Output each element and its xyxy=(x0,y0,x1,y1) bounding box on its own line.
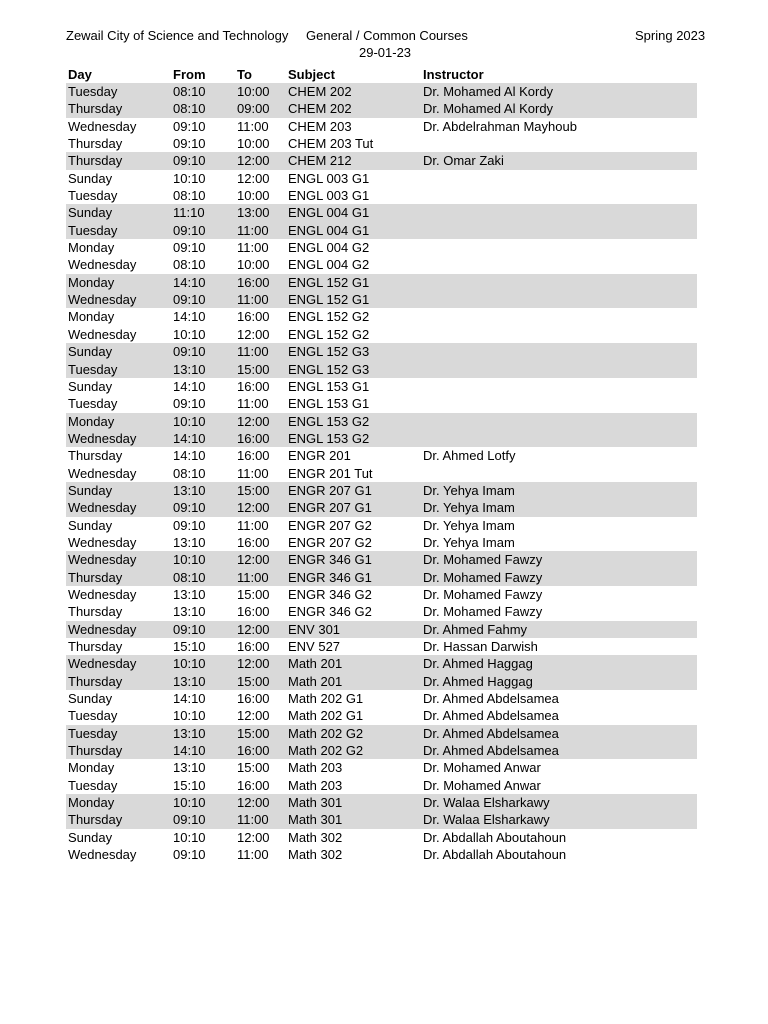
cell-day: Wednesday xyxy=(68,500,137,516)
term-label: Spring 2023 xyxy=(635,28,706,43)
table-row xyxy=(66,152,697,169)
cell-from: 10:10 xyxy=(173,170,206,186)
cell-instructor: Dr. Hassan Darwish xyxy=(423,639,538,654)
cell-day: Thursday xyxy=(68,448,123,464)
cell-instructor: Dr. Yehya Imam xyxy=(423,534,515,550)
table-body xyxy=(66,83,697,863)
cell-subject: ENGL 153 G2 xyxy=(288,430,370,446)
cell-subject: ENGR 207 G1 xyxy=(288,500,372,516)
cell-from: 10:10 xyxy=(173,413,206,429)
cell-day: Monday xyxy=(68,240,115,256)
cell-subject: ENGR 207 G2 xyxy=(288,517,372,533)
cell-day: Tuesday xyxy=(68,84,118,99)
cell-day: Thursday xyxy=(68,673,123,689)
cell-instructor: Dr. Walaa Elsharkawy xyxy=(423,812,550,828)
cell-to: 11:00 xyxy=(237,569,269,585)
cell-subject: ENGL 004 G2 xyxy=(288,257,370,273)
cell-day: Thursday xyxy=(68,153,123,169)
cell-to: 15:00 xyxy=(237,760,270,776)
cell-from: 10:10 xyxy=(173,326,206,342)
table-row xyxy=(66,361,697,378)
cell-from: 14:10 xyxy=(173,378,206,394)
cell-day: Tuesday xyxy=(68,777,118,793)
table-row xyxy=(66,100,697,117)
cell-from: 13:10 xyxy=(173,534,206,550)
cell-subject: ENGR 346 G1 xyxy=(288,569,372,585)
cell-day: Sunday xyxy=(68,517,113,533)
cell-subject: ENGR 207 G2 xyxy=(288,534,372,550)
cell-instructor: Dr. Mohamed Fawzy xyxy=(423,569,543,585)
column-header-instructor: Instructor xyxy=(423,67,484,82)
cell-subject: ENGR 201 Tut xyxy=(288,465,373,481)
cell-to: 11:00 xyxy=(237,344,269,360)
cell-to: 11:00 xyxy=(237,465,269,481)
cell-to: 16:00 xyxy=(237,534,270,550)
table-row xyxy=(66,551,697,568)
cell-to: 12:00 xyxy=(237,795,270,811)
cell-instructor: Dr. Ahmed Lotfy xyxy=(423,448,516,464)
cell-from: 14:10 xyxy=(173,448,206,464)
cell-to: 15:00 xyxy=(237,725,270,741)
cell-from: 13:10 xyxy=(173,673,206,689)
cell-day: Wednesday xyxy=(68,326,137,342)
cell-subject: ENV 527 xyxy=(288,639,341,654)
cell-instructor: Dr. Mohamed Al Kordy xyxy=(423,84,554,99)
table-row xyxy=(66,777,697,794)
cell-from: 13:10 xyxy=(173,725,206,741)
cell-subject: ENGL 152 G1 xyxy=(288,292,370,308)
cell-day: Thursday xyxy=(68,569,123,585)
cell-subject: ENGL 152 G3 xyxy=(288,361,370,377)
cell-instructor: Dr. Abdelrahman Mayhoub xyxy=(423,118,577,134)
column-header-from: From xyxy=(173,67,206,82)
cell-from: 13:10 xyxy=(173,760,206,776)
cell-to: 12:00 xyxy=(237,552,270,568)
cell-to: 11:00 xyxy=(237,812,269,828)
table-row xyxy=(66,465,697,482)
institution-name: Zewail City of Science and Technology xyxy=(66,28,289,43)
cell-from: 13:10 xyxy=(173,361,206,377)
cell-from: 10:10 xyxy=(173,708,206,724)
table-row xyxy=(66,690,697,707)
table-row xyxy=(66,621,697,638)
cell-subject: Math 201 xyxy=(288,673,343,689)
cell-day: Monday xyxy=(68,413,115,429)
table-row xyxy=(66,482,697,499)
cell-day: Wednesday xyxy=(68,292,137,308)
cell-from: 13:10 xyxy=(173,586,206,602)
cell-from: 09:10 xyxy=(173,153,206,169)
table-row xyxy=(66,118,697,135)
table-row xyxy=(66,256,697,273)
cell-subject: Math 302 xyxy=(288,829,343,845)
cell-day: Wednesday xyxy=(68,656,137,672)
cell-from: 10:10 xyxy=(173,795,206,811)
cell-to: 12:00 xyxy=(237,170,270,186)
cell-subject: ENGL 152 G1 xyxy=(288,274,370,290)
cell-day: Sunday xyxy=(68,691,113,707)
cell-subject: Math 301 xyxy=(288,795,343,811)
cell-to: 11:00 xyxy=(237,847,269,863)
cell-instructor: Dr. Walaa Elsharkawy xyxy=(423,795,550,811)
cell-subject: ENGL 153 G2 xyxy=(288,413,370,429)
cell-from: 08:10 xyxy=(173,84,206,99)
table-row xyxy=(66,517,697,534)
cell-from: 14:10 xyxy=(173,309,206,325)
cell-from: 14:10 xyxy=(173,743,206,759)
table-row xyxy=(66,222,697,239)
cell-to: 11:00 xyxy=(237,292,269,308)
cell-day: Sunday xyxy=(68,378,113,394)
document-date: 29-01-23 xyxy=(359,45,412,60)
cell-from: 09:10 xyxy=(173,222,206,238)
table-row xyxy=(66,673,697,690)
cell-day: Tuesday xyxy=(68,188,118,204)
table-row xyxy=(66,603,697,620)
cell-to: 12:00 xyxy=(237,708,270,724)
cell-from: 13:10 xyxy=(173,604,206,620)
cell-day: Monday xyxy=(68,760,115,776)
cell-subject: ENGL 152 G2 xyxy=(288,309,370,325)
table-row xyxy=(66,170,697,187)
cell-subject: ENGL 152 G2 xyxy=(288,326,370,342)
cell-to: 15:00 xyxy=(237,586,270,602)
cell-to: 12:00 xyxy=(237,656,270,672)
cell-from: 09:10 xyxy=(173,812,206,828)
cell-instructor: Dr. Ahmed Haggag xyxy=(423,656,533,672)
cell-to: 16:00 xyxy=(237,604,270,620)
cell-to: 10:00 xyxy=(237,257,270,273)
cell-day: Wednesday xyxy=(68,534,137,550)
table-row xyxy=(66,534,697,551)
cell-subject: ENGL 152 G3 xyxy=(288,344,370,360)
cell-to: 16:00 xyxy=(237,448,270,464)
cell-from: 09:10 xyxy=(173,621,206,637)
cell-subject: ENGR 207 G1 xyxy=(288,482,372,498)
cell-day: Sunday xyxy=(68,829,113,845)
table-row xyxy=(66,430,697,447)
cell-instructor: Dr. Mohamed Fawzy xyxy=(423,586,543,602)
cell-from: 08:10 xyxy=(173,188,206,204)
table-row xyxy=(66,499,697,516)
cell-from: 09:10 xyxy=(173,396,206,412)
table-row xyxy=(66,829,697,846)
cell-instructor: Dr. Abdallah Aboutahoun xyxy=(423,847,567,863)
cell-subject: ENGL 004 G1 xyxy=(288,222,370,238)
cell-to: 16:00 xyxy=(237,274,270,290)
cell-instructor: Dr. Ahmed Abdelsamea xyxy=(423,691,559,707)
cell-day: Wednesday xyxy=(68,621,137,637)
cell-subject: ENGR 346 G2 xyxy=(288,586,372,602)
cell-to: 11:00 xyxy=(237,240,269,256)
cell-day: Wednesday xyxy=(68,552,137,568)
cell-day: Tuesday xyxy=(68,222,118,238)
cell-to: 15:00 xyxy=(237,673,270,689)
cell-subject: ENGL 003 G1 xyxy=(288,188,370,204)
cell-to: 15:00 xyxy=(237,482,270,498)
cell-day: Sunday xyxy=(68,344,113,360)
cell-to: 10:00 xyxy=(237,84,270,99)
cell-subject: ENGL 003 G1 xyxy=(288,170,370,186)
cell-to: 13:00 xyxy=(237,205,270,221)
column-header-day: Day xyxy=(68,67,92,82)
cell-subject: ENGL 153 G1 xyxy=(288,378,370,394)
cell-subject: ENGL 004 G1 xyxy=(288,205,370,221)
column-header-to: To xyxy=(237,67,252,82)
cell-subject: ENV 301 xyxy=(288,621,341,637)
cell-instructor: Dr. Mohamed Anwar xyxy=(423,760,541,776)
cell-subject: Math 201 xyxy=(288,656,343,672)
cell-from: 09:10 xyxy=(173,344,206,360)
cell-subject: ENGR 346 G2 xyxy=(288,604,372,620)
cell-day: Thursday xyxy=(68,101,123,117)
cell-subject: ENGL 004 G2 xyxy=(288,240,370,256)
cell-subject: Math 202 G1 xyxy=(288,691,364,707)
table-row xyxy=(66,794,697,811)
cell-from: 09:10 xyxy=(173,118,206,134)
table-row xyxy=(66,655,697,672)
cell-to: 12:00 xyxy=(237,621,270,637)
cell-instructor: Dr. Yehya Imam xyxy=(423,517,515,533)
cell-from: 08:10 xyxy=(173,101,206,117)
cell-from: 09:10 xyxy=(173,500,206,516)
cell-day: Monday xyxy=(68,274,115,290)
cell-to: 10:00 xyxy=(237,188,270,204)
cell-to: 16:00 xyxy=(237,691,270,707)
cell-to: 12:00 xyxy=(237,326,270,342)
cell-day: Tuesday xyxy=(68,708,118,724)
table-row xyxy=(66,413,697,430)
document-title: General / Common Courses xyxy=(306,28,468,43)
table-row xyxy=(66,811,697,828)
cell-to: 09:00 xyxy=(237,101,270,117)
cell-subject: Math 203 xyxy=(288,777,343,793)
table-row xyxy=(66,239,697,256)
cell-subject: CHEM 202 xyxy=(288,84,352,99)
cell-from: 10:10 xyxy=(173,829,206,845)
cell-instructor: Dr. Ahmed Abdelsamea xyxy=(423,725,559,741)
table-row xyxy=(66,638,697,655)
column-header-subject: Subject xyxy=(288,67,335,82)
table-row xyxy=(66,135,697,152)
cell-day: Wednesday xyxy=(68,257,137,273)
cell-instructor: Dr. Ahmed Abdelsamea xyxy=(423,708,559,724)
cell-day: Wednesday xyxy=(68,847,137,863)
cell-from: 08:10 xyxy=(173,569,206,585)
cell-day: Thursday xyxy=(68,639,123,654)
cell-day: Tuesday xyxy=(68,396,118,412)
cell-day: Monday xyxy=(68,309,115,325)
table-row xyxy=(66,308,697,325)
table-row xyxy=(66,395,697,412)
cell-day: Thursday xyxy=(68,743,123,759)
cell-from: 14:10 xyxy=(173,691,206,707)
cell-from: 09:10 xyxy=(173,136,206,152)
cell-day: Sunday xyxy=(68,482,113,498)
table-row xyxy=(66,742,697,759)
table-row xyxy=(66,204,697,221)
cell-to: 11:00 xyxy=(237,118,269,134)
table-row xyxy=(66,569,697,586)
cell-day: Monday xyxy=(68,795,115,811)
cell-instructor: Dr. Ahmed Abdelsamea xyxy=(423,743,559,759)
cell-instructor: Dr. Mohamed Al Kordy xyxy=(423,101,554,117)
table-row xyxy=(66,274,697,291)
cell-day: Tuesday xyxy=(68,725,118,741)
cell-to: 16:00 xyxy=(237,378,270,394)
cell-subject: Math 302 xyxy=(288,847,343,863)
cell-from: 15:10 xyxy=(173,777,206,793)
cell-from: 14:10 xyxy=(173,274,206,290)
cell-day: Wednesday xyxy=(68,118,137,134)
cell-subject: Math 203 xyxy=(288,760,343,776)
cell-instructor: Dr. Ahmed Fahmy xyxy=(423,621,528,637)
cell-subject: ENGR 201 xyxy=(288,448,351,464)
cell-from: 08:10 xyxy=(173,257,206,273)
table-row xyxy=(66,707,697,724)
cell-instructor: Dr. Omar Zaki xyxy=(423,153,504,169)
cell-subject: ENGR 346 G1 xyxy=(288,552,372,568)
cell-instructor: Dr. Yehya Imam xyxy=(423,500,515,516)
cell-day: Wednesday xyxy=(68,465,137,481)
cell-day: Thursday xyxy=(68,812,123,828)
cell-from: 15:10 xyxy=(173,639,206,654)
cell-subject: Math 202 G2 xyxy=(288,743,364,759)
cell-day: Sunday xyxy=(68,170,113,186)
table-row xyxy=(66,83,697,100)
cell-instructor: Dr. Ahmed Haggag xyxy=(423,673,533,689)
cell-from: 14:10 xyxy=(173,430,206,446)
table-row xyxy=(66,187,697,204)
cell-subject: Math 301 xyxy=(288,812,343,828)
cell-to: 16:00 xyxy=(237,309,270,325)
cell-to: 12:00 xyxy=(237,413,270,429)
cell-from: 08:10 xyxy=(173,465,206,481)
cell-to: 15:00 xyxy=(237,361,270,377)
table-header-row xyxy=(66,66,697,83)
table-row xyxy=(66,343,697,360)
cell-subject: Math 202 G2 xyxy=(288,725,364,741)
cell-day: Wednesday xyxy=(68,586,137,602)
cell-instructor: Dr. Mohamed Fawzy xyxy=(423,552,543,568)
cell-to: 16:00 xyxy=(237,639,270,654)
cell-to: 12:00 xyxy=(237,829,270,845)
cell-instructor: Dr. Abdallah Aboutahoun xyxy=(423,829,567,845)
cell-to: 12:00 xyxy=(237,153,270,169)
cell-to: 11:00 xyxy=(237,396,269,412)
cell-to: 12:00 xyxy=(237,500,270,516)
table-row xyxy=(66,326,697,343)
cell-subject: CHEM 203 Tut xyxy=(288,136,374,152)
cell-day: Tuesday xyxy=(68,361,118,377)
cell-from: 09:10 xyxy=(173,240,206,256)
table-row xyxy=(66,447,697,464)
table-row xyxy=(66,378,697,395)
cell-day: Wednesday xyxy=(68,430,137,446)
cell-from: 10:10 xyxy=(173,552,206,568)
table-row xyxy=(66,291,697,308)
cell-from: 13:10 xyxy=(173,482,206,498)
cell-instructor: Dr. Mohamed Fawzy xyxy=(423,604,543,620)
cell-instructor: Dr. Mohamed Anwar xyxy=(423,777,541,793)
cell-instructor: Dr. Yehya Imam xyxy=(423,482,515,498)
cell-subject: ENGL 153 G1 xyxy=(288,396,370,412)
cell-subject: Math 202 G1 xyxy=(288,708,364,724)
cell-subject: CHEM 203 xyxy=(288,118,352,134)
cell-to: 11:00 xyxy=(237,222,269,238)
table-row xyxy=(66,759,697,776)
cell-from: 09:10 xyxy=(173,292,206,308)
cell-to: 16:00 xyxy=(237,743,270,759)
schedule-table xyxy=(66,66,697,863)
table-row xyxy=(66,846,697,863)
cell-from: 09:10 xyxy=(173,847,206,863)
cell-to: 10:00 xyxy=(237,136,270,152)
cell-to: 16:00 xyxy=(237,777,270,793)
cell-day: Thursday xyxy=(68,136,123,152)
cell-subject: CHEM 202 xyxy=(288,101,352,117)
cell-day: Sunday xyxy=(68,205,113,221)
cell-to: 11:00 xyxy=(237,517,269,533)
cell-from: 09:10 xyxy=(173,517,206,533)
table-row xyxy=(66,586,697,603)
cell-to: 16:00 xyxy=(237,430,270,446)
cell-from: 10:10 xyxy=(173,656,206,672)
cell-subject: CHEM 212 xyxy=(288,153,352,169)
cell-day: Thursday xyxy=(68,604,123,620)
table-row xyxy=(66,725,697,742)
cell-from: 11:10 xyxy=(173,205,205,221)
